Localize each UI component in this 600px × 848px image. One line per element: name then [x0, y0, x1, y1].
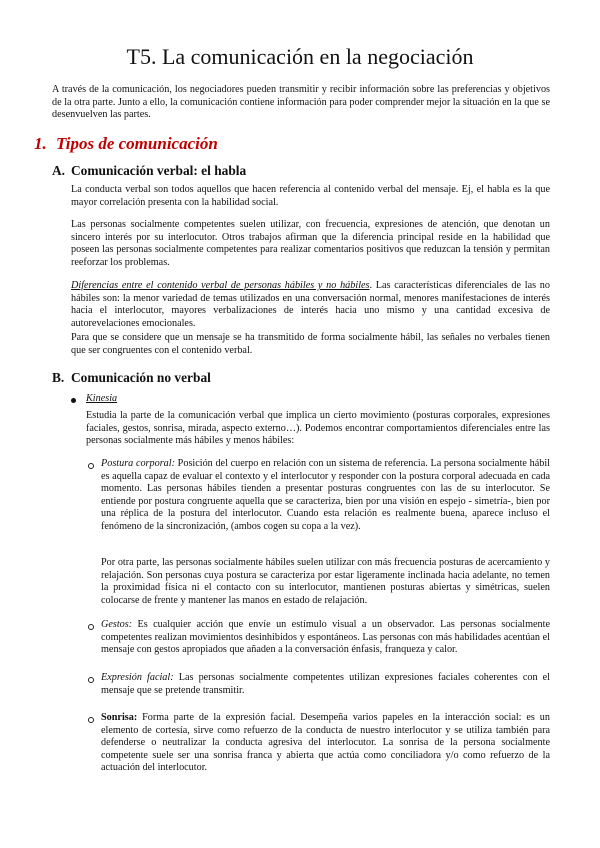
- section-a-title: Comunicación verbal: el habla: [71, 163, 247, 178]
- section-a-paragraph-2: Las personas socialmente competentes suelen utilizar, con frecuencia, expresiones de atención, que denotan un sincero interés por su interlocutor. Otros trabajos afirman que la diferencia principal reside en la habilidad que poseen las personas socialmente competentes para realizar comentarios positivos que reduzcan la tensión y permitan reeforzar los problemas.: [71, 219, 550, 268]
- expresion-paragraph: [101, 672, 550, 697]
- intro-paragraph: A través de la comunicación, los negociadores pueden transmitir y recibir información sobre las preferencias y objetivos de la otra parte. Junto a ello, la comunicación contiene información para poder comprender mejor la situación en la que se desenvuelven las partes.: [52, 84, 550, 121]
- gestos-paragraph: [101, 619, 550, 657]
- section-b-letter: B.: [52, 370, 65, 385]
- gestos-text: Es cualquier acción que envíe un estímulo visual a un observador. Las personas socialmente competentes realizan movimientos desinhibidos y espontáneos. Las personas con más habilidades acentúan el mensaje con gestos apropiados que añaden a la conversación énfasis, franqueza y calor.: [101, 619, 550, 656]
- kinesia-paragraph: Estudia la parte de la comunicación verbal que implica un cierto movimiento (posturas corporales, expresiones faciales, gestos, sonrisa, mirada, aspecto externo…). Podemos encontrar comportamientos diferenciales entre las personas socialmente más hábiles y menos hábiles:: [86, 410, 550, 447]
- gestos-label: Gestos:: [101, 619, 133, 630]
- expresion-label: Expresión facial:: [101, 672, 174, 683]
- differences-text: . Las características diferenciales de las no hábiles son: la menor variedad de temas utilizados en una conversación normal, menores manifestaciones de interés hacia el interlocutor, mayores verbalizaciones de interés hacia uno mismo y una cantidad excesiva de autorevelaciones emocionales.: [71, 280, 550, 329]
- kinesia-label: Kinesia: [86, 393, 118, 404]
- postura-label: Postura corporal:: [101, 458, 175, 469]
- expresion-bullet-icon: [88, 677, 94, 683]
- postura-paragraph-2: Por otra parte, las personas socialmente hábiles suelen utilizar con más frecuencia posturas de acercamiento y relajación. Son personas cuya postura se caracteriza por estar ligeramente inclinada hacia adelante, no temen la proximidad física ni el contacto con su interlocutor, mantienen posturas abiertas y simétricas, suelen colocarse de frente y mantener las manos en estado de relajación.: [101, 557, 550, 606]
- section-1-title: Tipos de comunicación: [56, 134, 218, 153]
- postura-text: Posición del cuerpo en relación con un sistema de referencia. La persona socialmente hábil es aquella capaz de evaluar el contexto y el interlocutor y responder con la postura corporal adecuada en cada momento. Las personas hábiles tienden a presentar posturas congruentes con las de su interlocutor. Se entiende por postura congruente aquella que se caracteriza, bien por una visión en espejo - simetría-, bien por una réplica de la postura del interlocutor. Cuando esta relación es realmente buena, aparece incluso el fenómeno de la sincronización, (ambos cogen su copa a la vez).: [101, 458, 550, 532]
- sonrisa-label: Sonrisa:: [101, 712, 138, 723]
- section-a-letter: A.: [52, 163, 66, 178]
- section-a-paragraph-4: Para que se considere que un mensaje se ha transmitido de forma socialmente hábil, las señales no verbales tienen que ser congruentes con el contenido verbal.: [71, 332, 550, 356]
- sonrisa-bullet-icon: [88, 717, 94, 723]
- expresion-text: Las personas socialmente competentes utilizan expresiones faciales coherentes con el mensaje que se pretende transmitir.: [101, 672, 550, 696]
- section-a-heading: [52, 163, 246, 179]
- document-title: T5. La comunicación en la negociación: [126, 44, 474, 69]
- sonrisa-text: Forma parte de la expresión facial. Desempeña varios papeles en la interacción social: es un elemento de cortesía, sirve como refuerzo de la conducta de nuestro interlocutor y se utiliza también para defenderse o neutralizar la conducta agresiva del interlocutor. La sonrisa de la persona socialmente competente suele ser una sonrisa franca y abierta que actúa como conciliadora y/o como refuerzo de la actuación del interlocutor.: [101, 712, 550, 774]
- differences-subheading: Diferencias entre el contenido verbal de personas hábiles y no hábiles: [71, 280, 370, 291]
- section-a-paragraph-1: La conducta verbal son todos aquellos que hacen referencia al contenido verbal del mensaje. Ej, el habla es la que mayor correlación presenta con la habilidad social.: [71, 184, 550, 208]
- section-b-heading: [52, 370, 211, 386]
- postura-paragraph: [101, 458, 550, 534]
- gestos-bullet-icon: [88, 624, 94, 630]
- section-1-heading: [34, 134, 218, 154]
- sonrisa-paragraph: [101, 712, 550, 775]
- section-1-number: 1.: [34, 134, 47, 153]
- section-a-paragraph-3: [71, 280, 550, 330]
- postura-bullet-icon: [88, 463, 94, 469]
- kinesia-bullet-icon: [71, 398, 76, 403]
- section-b-title: Comunicación no verbal: [71, 370, 211, 385]
